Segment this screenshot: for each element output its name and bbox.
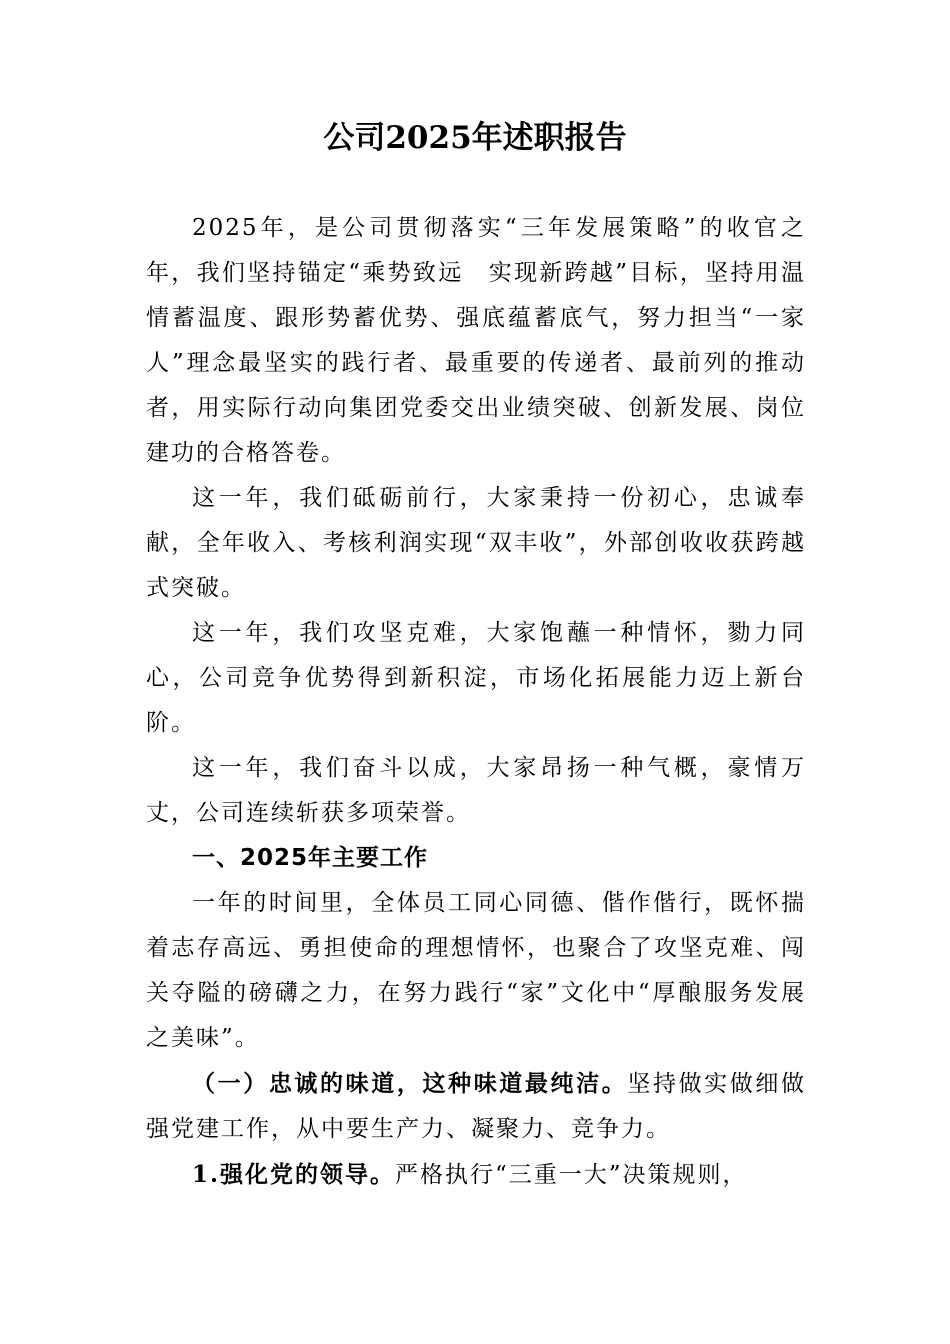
subsection-lead: （一）忠诚的味道，这种味道最纯洁。: [192, 1070, 628, 1097]
section-intro: 一年的时间里，全体员工同心同德、偕作偕行，既怀揣着志存高远、勇担使命的理想情怀，也聚合了攻坚克难、闯关夺隘的磅礴之力，在努力践行“家”文化中“厚酿服务发展之美味”。: [146, 890, 806, 1051]
item-1-paragraph: [146, 1152, 806, 1198]
paragraph-year-3: 这一年，我们奋斗以成，大家昂扬一种气概，豪情万丈，公司连续斩获多项荣誉。: [146, 755, 806, 826]
document-title: 公司2025年述职报告: [323, 120, 627, 156]
paragraph-year-2: 这一年，我们攻坚克难，大家饱蘸一种情怀，勠力同心，公司竞争优势得到新积淀，市场化拓展能力迈上新台阶。: [146, 620, 806, 736]
paragraph-year-1: 这一年，我们砥砺前行，大家秉持一份初心，忠诚奉献，全年收入、考核利润实现“双丰收”，外部创收收获跨越式突破。: [146, 485, 806, 601]
document-body: [146, 206, 806, 1198]
paragraph-intro: 2025年，是公司贯彻落实“三年发展策略”的收官之年，我们坚持锚定“乘势致远 实现新跨越”目标，坚持用温情蓄温度、跟形势蓄优势、强底蕴蓄底气，努力担当“一家人”理念最坚实的践行者、最重要的传递者、最前列的推动者，用实际行动向集团党委交出业绩突破、创新发展、岗位建功的合格答卷。: [146, 215, 806, 466]
subsection-paragraph: [146, 1061, 806, 1152]
item-1-lead: 1.强化党的领导。: [192, 1161, 396, 1188]
subsection-text: 坚持做实做细做强党建工作，从中要生产力、凝聚力、竞争力。: [146, 1071, 807, 1142]
item-1-text: 严格执行“三重一大”决策规则，: [395, 1162, 748, 1188]
section-heading: 一、2025年主要工作: [192, 845, 429, 871]
